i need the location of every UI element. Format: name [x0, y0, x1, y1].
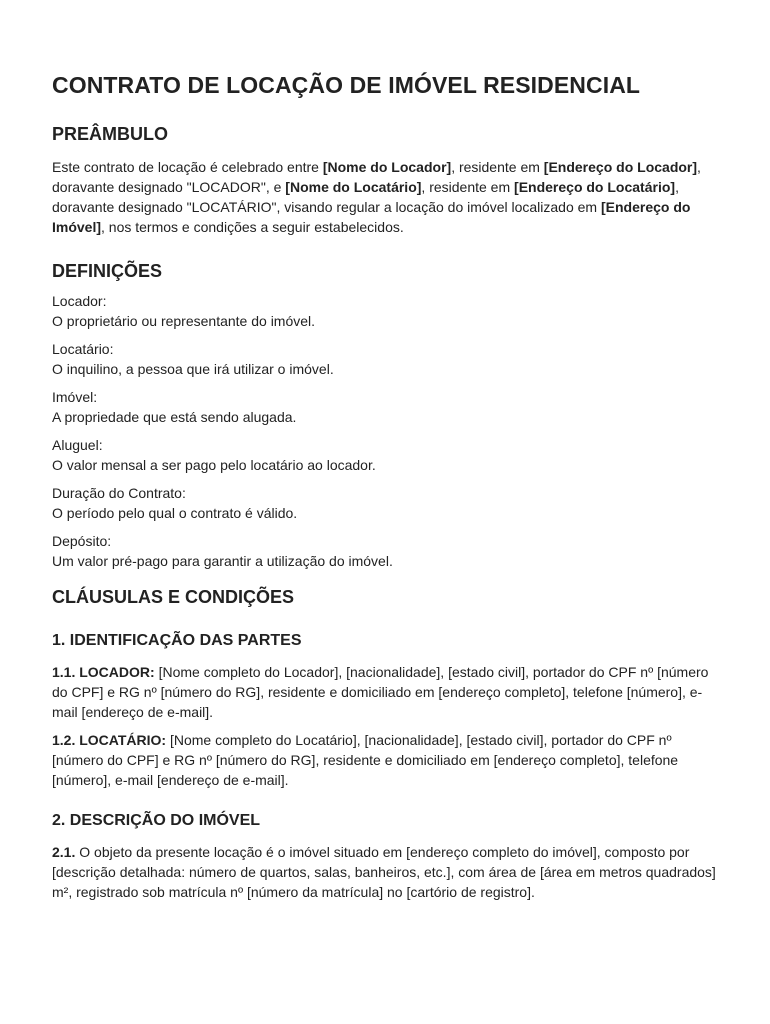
clause-2-1 [52, 842, 718, 902]
clause-text: [Nome completo do Locatário], [nacionalidade], [estado civil], portador do CPF nº [número do CPF] e RG nº [número do RG], residente e domiciliado em [endereço completo], telefone [número], e-mail [endereço de e-mail]. [52, 732, 679, 788]
definition-item [52, 340, 718, 379]
clause-label: 1.1. LOCADOR: [52, 664, 155, 680]
definition-term: Depósito: [52, 533, 112, 549]
clause-label: 2.1. [52, 844, 76, 860]
section-definicoes [52, 258, 718, 571]
clause-text: [Nome completo do Locador], [nacionalidade], [estado civil], portador do CPF nº [número do CPF] e RG nº [número do RG], residente e domiciliado em [endereço completo], telefone [número], e-mail [endereço de e-mail]. [52, 664, 709, 720]
section-clausulas [52, 584, 718, 902]
heading-identificacao-partes: 1. IDENTIFICAÇÃO DAS PARTES [52, 632, 302, 649]
clause-label: 1.2. LOCATÁRIO: [52, 732, 167, 748]
placeholder-nome-locatario: [Nome do Locatário] [285, 179, 422, 195]
definition-item [52, 388, 718, 427]
document-title: CONTRATO DE LOCAÇÃO DE IMÓVEL RESIDENCIAL [52, 72, 641, 98]
placeholder-endereco-locador: [Endereço do Locador] [543, 159, 698, 175]
definition-item [52, 436, 718, 475]
definition-term: Imóvel: [52, 389, 98, 405]
preambulo-text-4: , residente em [421, 179, 515, 195]
placeholder-endereco-imovel: [Endereço do Imóvel] [52, 199, 691, 235]
definition-text: O período pelo qual o contrato é válido. [52, 504, 298, 521]
definition-text: Um valor pré-pago para garantir a utilização do imóvel. [52, 552, 393, 569]
placeholder-nome-locador: [Nome do Locador] [322, 159, 452, 175]
preambulo-paragraph [52, 157, 718, 237]
definition-text: O inquilino, a pessoa que irá utilizar o imóvel. [52, 360, 334, 377]
definition-item [52, 292, 718, 331]
definition-item [52, 484, 718, 523]
preambulo-text-3: , doravante designado "LOCADOR", e [52, 159, 701, 195]
definition-text: O proprietário ou representante do imóvel. [52, 312, 316, 329]
clause-1-2 [52, 730, 718, 790]
preambulo-text-2: , residente em [451, 159, 544, 175]
definition-text: O valor mensal a ser pago pelo locatário ao locador. [52, 456, 376, 473]
preambulo-text-5: , doravante designado "LOCATÁRIO", visando regular a locação do imóvel localizado em [52, 179, 679, 215]
clause-1-1 [52, 662, 718, 722]
definition-term: Locador: [52, 293, 107, 309]
section-preambulo [52, 121, 718, 237]
definition-text: A propriedade que está sendo alugada. [52, 408, 297, 425]
heading-descricao-imovel: 2. DESCRIÇÃO DO IMÓVEL [52, 812, 261, 829]
preambulo-text-6: , nos termos e condições a seguir estabelecidos. [101, 219, 404, 235]
heading-clausulas: CLÁUSULAS E CONDIÇÕES [52, 587, 295, 607]
preambulo-text-1: Este contrato de locação é celebrado entre [52, 159, 323, 175]
placeholder-endereco-locatario: [Endereço do Locatário] [514, 179, 676, 195]
definition-term: Aluguel: [52, 437, 103, 453]
heading-preambulo: PREÂMBULO [52, 124, 168, 144]
definition-list [52, 292, 718, 571]
heading-definicoes: DEFINIÇÕES [52, 261, 163, 281]
definition-item [52, 532, 718, 571]
definition-term: Locatário: [52, 341, 114, 357]
clause-text: O objeto da presente locação é o imóvel situado em [endereço completo do imóvel], composto por [descrição detalhada: número de quartos, salas, banheiros, etc.], com área de [área em metros quadrados] m², registrado sob matrícula nº [número da matrícula] no [cartório de registro]. [52, 844, 716, 900]
definition-term: Duração do Contrato: [52, 485, 186, 501]
